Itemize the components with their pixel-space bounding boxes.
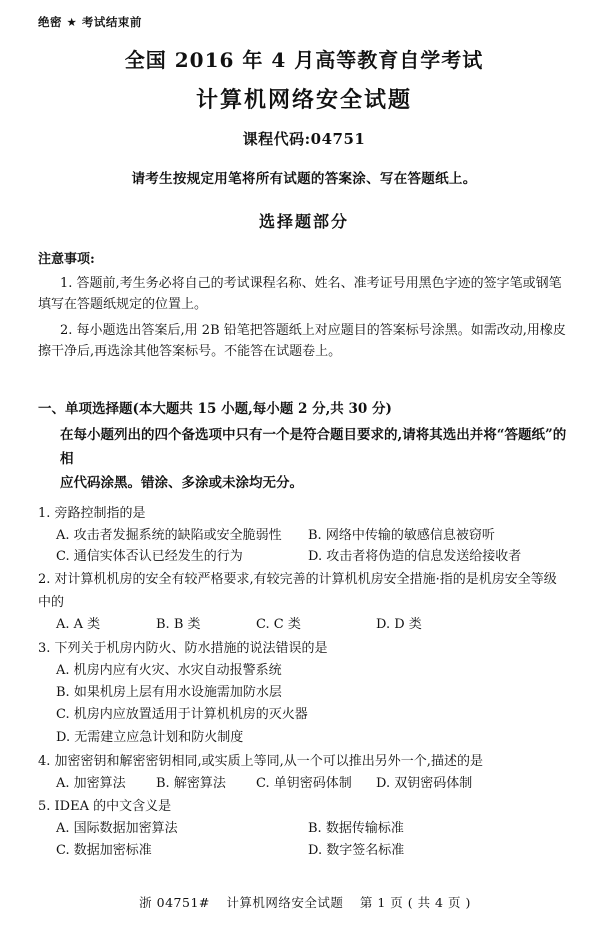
- spacer: [38, 367, 570, 389]
- option-c: C. 机房内应放置适用于计算机机房的灭火器: [56, 707, 308, 723]
- paper-title: 计算机网络安全试题: [195, 87, 412, 113]
- question-number: 5.: [38, 799, 51, 815]
- option-a: A. 机房内应有火灾、水灾自动报警系统: [56, 662, 282, 678]
- part-one-sub-line-1: 在每小题列出的四个备选项中只有一个是符合题目要求的,请将其选出并将“答题纸”的相: [60, 427, 567, 467]
- option-b: B. 解密算法: [156, 776, 226, 792]
- question-stem: [38, 751, 570, 772]
- option-a: A. 加密算法: [56, 776, 126, 792]
- notice-heading: 注意事项:: [38, 252, 95, 267]
- notice-item-text: 1. 答题前,考生务必将自己的考试课程名称、姓名、准考证号用黑色字迹的签字笔或钢笔填写在答题纸规定的位置上。: [38, 276, 562, 313]
- option-a: A. 攻击者发掘系统的缺陷或安全脆弱性: [56, 528, 282, 544]
- part-one-sub-line-2: 应代码涂黑。错涂、多涂或未涂均无分。: [60, 474, 303, 491]
- part-one-heading: 一、单项选择题(本大题共 15 小题,每小题 2 分,共 30 分): [38, 400, 392, 417]
- footer-paper-title: 计算机网络安全试题: [226, 895, 344, 910]
- option-b: B. 数据传输标准: [308, 821, 404, 837]
- exam-title: 全国 2016 年 4 月高等教育自学考试: [124, 48, 484, 72]
- question-text: 下列关于机房内防火、防水措施的说法错误的是: [54, 640, 328, 656]
- question-text: 对计算机机房的安全有较严格要求,有较完善的计算机机房安全措施·指的是机房安全等级: [54, 572, 557, 588]
- option-d: D. D 类: [376, 617, 422, 633]
- question-stem: [38, 569, 570, 590]
- footer-page-number: 第 1 页 ( 共 4 页 ): [359, 895, 471, 910]
- option-row: [38, 546, 570, 567]
- footer-paper-code: 浙 04751#: [139, 895, 210, 910]
- question-stem-continued: 中的: [38, 595, 65, 611]
- option-row: [38, 840, 570, 862]
- course-code: 课程代码:04751: [242, 130, 366, 148]
- option-b: B. 如果机房上层有用水设施需加防水层: [56, 684, 282, 700]
- option-row: [38, 773, 570, 794]
- option-c: C. 单钥密码体制: [256, 776, 352, 792]
- option-row: [38, 525, 570, 546]
- option-a: A. A 类: [56, 617, 101, 633]
- notice-item: [38, 320, 570, 363]
- notice-item-text: 2. 每小题选出答案后,用 2B 铅笔把答题纸上对应题目的答案标号涂黑。如需改动,用橡皮擦干净后,再选涂其他答案标号。不能答在试题卷上。: [38, 322, 566, 360]
- option-a: A. 国际数据加密算法: [56, 821, 178, 837]
- option-row: [38, 614, 570, 635]
- question-text: 加密密钥和解密密钥相同,或实质上等同,从一个可以推出另外一个,描述的是: [54, 753, 483, 769]
- part-one-subheading: [38, 424, 570, 495]
- option-c: C. 数据加密标准: [56, 843, 152, 859]
- option-d: D. 数字签名标准: [308, 843, 405, 859]
- question-number: 4.: [38, 753, 51, 769]
- question-number: 3.: [38, 640, 51, 656]
- answer-sheet-instruction: 请考生按规定用笔将所有试题的答案涂、写在答题纸上。: [131, 171, 477, 187]
- question-text: 旁路控制指的是: [54, 506, 146, 522]
- page-footer: [0, 893, 610, 911]
- section-title: 选择题部分: [258, 212, 349, 231]
- option-c: C. C 类: [256, 617, 301, 633]
- option-d: D. 双钥密码体制: [376, 776, 473, 792]
- option-b: B. B 类: [156, 617, 201, 633]
- question-number: 1.: [38, 506, 51, 522]
- option-list: [38, 660, 570, 749]
- question-stem: [38, 796, 570, 817]
- option-row: [38, 818, 570, 840]
- secrecy-notice: 绝密 ★ 考试结束前: [38, 15, 142, 29]
- option-b: B. 网络中传输的敏感信息被窃听: [308, 528, 495, 544]
- question-text: IDEA 的中文含义是: [54, 799, 172, 815]
- option-d: D. 无需建立应急计划和防火制度: [56, 729, 244, 745]
- notice-item: [38, 273, 570, 316]
- option-d: D. 攻击者将伪造的信息发送给接收者: [308, 549, 522, 565]
- option-c: C. 通信实体否认已经发生的行为: [56, 549, 243, 565]
- question-stem: [38, 638, 570, 659]
- question-number: 2.: [38, 572, 51, 588]
- question-stem: [38, 503, 570, 524]
